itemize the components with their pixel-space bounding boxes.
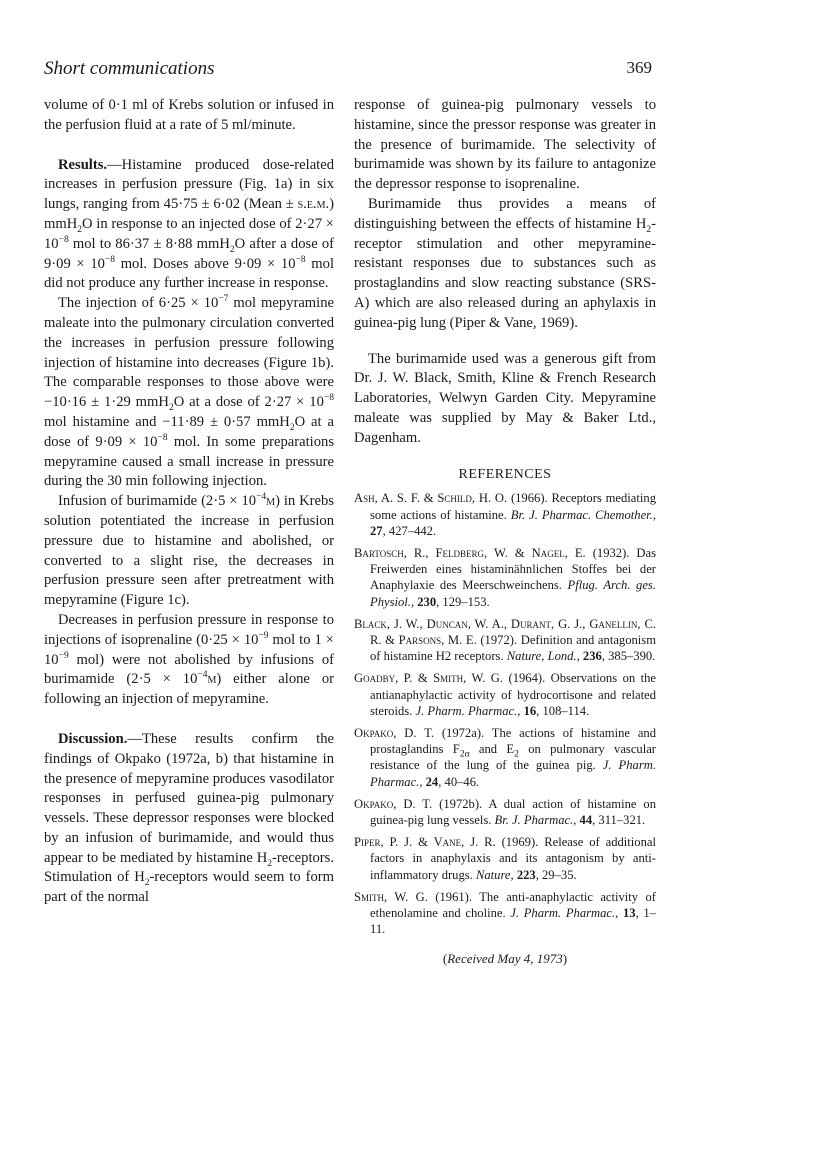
received-date: (Received May 4, 1973) bbox=[442, 951, 568, 967]
reference-item: Bartosch, R., Feldberg, W. & Nagel, E. (1932). Das Freiwerden eines histaminähnlichen Stoffes bei der Anaphylaxie des Meerschweinchens. Pflug. Arch. ges. Physiol., 230, 129–153. bbox=[354, 545, 657, 609]
acknowledgement: The burimamide used was a generous gift from Dr. J. W. Black, Smith, Kline & French Research Laboratories, Welwyn Garden City. Mepyramine maleate was supplied by May & Baker Ltd., Dagenham. bbox=[354, 350, 656, 446]
discussion-heading: Discussion. bbox=[58, 730, 128, 747]
reference-item: Ash, A. S. F. & Schild, H. O. (1966). Receptors mediating some actions of histamine. Br. J. Pharmac. Chemother., 27, 427–442. bbox=[354, 491, 656, 538]
methods-paragraph-end: volume of 0·1 ml of Krebs solution or infused in the perfusion fluid at a rate of 5 ml/minute. bbox=[44, 97, 334, 133]
results-heading: Results. bbox=[58, 156, 108, 173]
page-number: 369 bbox=[626, 58, 652, 77]
discussion-continued: response of guinea-pig pulmonary vessels to histamine, since the pressor response was greater in the presence of burimamide. The selectivity of burimamide was shown by its failure to antagonize the depressor response to isoprenaline. bbox=[354, 97, 656, 193]
running-head: Short communications bbox=[44, 58, 215, 79]
isoprenaline-paragraph: Decreases in perfusion pressure in response to injections of isoprenaline ($0\cdot 25 \times 10^{-9}$ mol to $1 \times 10^{-9}$ mol) were not abolished by infusions of burimamide $(2\cdot 5 \times 10^{-4}m)$ either alone or following an injection of mepyramine. bbox=[44, 611, 334, 708]
references-heading: REFERENCES bbox=[458, 466, 552, 482]
right-column bbox=[354, 96, 656, 969]
left-column bbox=[44, 96, 334, 908]
page-header bbox=[44, 58, 652, 82]
conclusion-paragraph: Burimamide thus provides a means of distinguishing between the effects of histamine $H_2$-receptor stimulation and other mepyramine-resistant responses due to substances such as prostaglandins and slow reacting substance (SRS-A) which are also released during an aphylaxis in guinea-pig lung (Piper & Vane, 1969). bbox=[354, 195, 656, 331]
reference-item: Smith, W. G. (1961). The anti-anaphylactic activity of ethenolamine and choline. J. Pharm. Pharmac., 13, 1–11. bbox=[354, 889, 657, 937]
reference-item: Piper, P. J. & Vane, J. R. (1969). Release of additional factors in anaphylaxis and its antagonism by anti-inflammatory drugs. Nature, 223, 29–35. bbox=[354, 835, 656, 882]
discussion-paragraph: Discussion.—These results confirm the findings of Okpako (1972a, b) that histamine in the presence of mepyramine produces vasodilator responses in perfused guinea-pig pulmonary vessels. These depressor responses were blocked by an infusion of burimamide, and would thus appear to be mediated by histamine $H_2$-receptors. Stimulation of $H_2$-receptors would seem to form part of the normal bbox=[44, 730, 334, 906]
reference-item: Goadby, P. & Smith, W. G. (1964). Observations on the antianaphylactic activity of hydrocortisone and related steroids. J. Pharm. Pharmac., 16, 108–114. bbox=[354, 671, 656, 718]
reference-item: Black, J. W., Duncan, W. A., Durant, G. J., Ganellin, C. R. & Parsons, M. E. (1972). Definition and antagonism of histamine H2 receptors. Nature, Lond., 236, 385–390. bbox=[354, 616, 656, 664]
mepyramine-paragraph: The injection of $6\cdot 25 \times 10^{-7}$ mol mepyramine maleate into the pulmonary circulation converted the increases in perfusion pressure following injection of histamine into decreases (Figure 1b). The comparable responses to those above were −10·16 ± 1·29 mmH$_2$O at a dose of $2\cdot 27 \times 10^{-8}$ mol histamine and −11·89 ± 0·57 mmH$_2$O at a dose of $9\cdot 09 \times 10^{-8}$ mol. In some preparations mepyramine caused a small increase in pressure during the 30 min following injection. bbox=[44, 294, 334, 490]
burimamide-paragraph: Infusion of burimamide $(2\cdot 5 \times 10^{-4}m)$ in Krebs solution potentiated the increase in perfusion pressure due to histamine and abolished, or converted to a slight rise, the decreases in perfusion pressure seen after pretreatment with mepyramine (Figure 1c). bbox=[44, 492, 334, 609]
reference-item: Okpako, D. T. (1972b). A dual action of histamine on guinea-pig lung vessels. Br. J. Pharmac., 44, 311–321. bbox=[354, 796, 656, 827]
results-paragraph: Results.—Histamine produced dose-related increases in perfusion pressure (Fig. 1a) in six lungs, ranging from 45·75 ± 6·02 (Mean ± s.e.m.) mmH$_2$O in response to an injected dose of $2\cdot 27 \times 10^{-8}$ mol to 86·37 ± 8·88 mmH$_2$O after a dose of $9\cdot 09 \times 10^{-8}$ mol. Doses above $9\cdot 09 \times 10^{-8}$ mol did not produce any further increase in response. bbox=[44, 156, 335, 292]
reference-item: Okpako, D. T. (1972a). The actions of histamine and prostaglandins $F_{2\alpha}$ and $E_2$ on pulmonary vascular resistance of the lung of the guinea pig. J. Pharm. Pharmac., 24, 40–46. bbox=[354, 725, 656, 789]
